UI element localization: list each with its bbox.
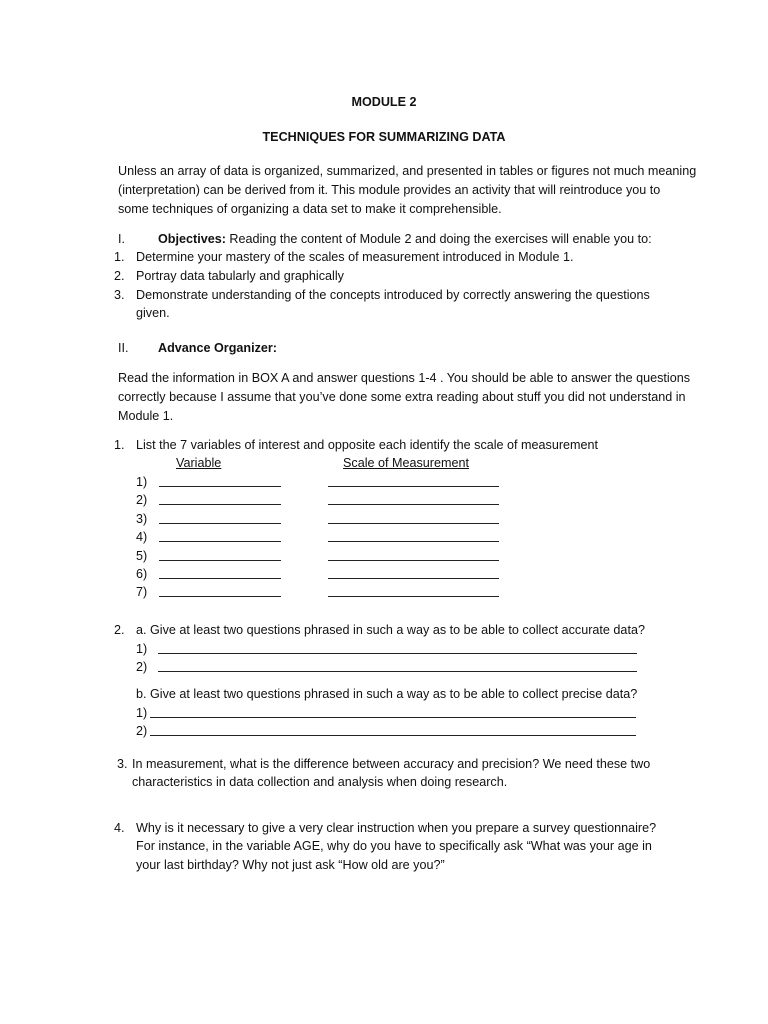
q2b-blank-2-label: 2) (136, 724, 148, 738)
objective-3-number: 3. (114, 288, 125, 302)
objective-3-text: Demonstrate understanding of the concepts introduced by correctly answering the questions (136, 288, 650, 302)
question-4-number: 4. (114, 821, 125, 835)
question-1-text: List the 7 variables of interest and opposite each identify the scale of measurement (136, 438, 599, 452)
question-2b-text: b. Give at least two questions phrased in such a way as to be able to collect precise data? (136, 687, 638, 701)
document-title: TECHNIQUES FOR SUMMARIZING DATA (262, 130, 506, 144)
q2a-answer-1-blank[interactable] (158, 653, 637, 654)
column-header-scale: Scale of Measurement (343, 456, 469, 470)
section-1-text: Reading the content of Module 2 and doing the exercises will enable you to: (225, 232, 652, 246)
scale-answer-blank[interactable] (328, 541, 499, 542)
variable-answer-blank[interactable] (159, 578, 281, 579)
question-1-number: 1. (114, 438, 125, 452)
question-2a-text: a. Give at least two questions phrased in such a way as to be able to collect accurate data? (136, 623, 645, 637)
variable-answer-blank[interactable] (159, 523, 281, 524)
variable-answer-blank[interactable] (159, 486, 281, 487)
intro-line-2: (interpretation) can be derived from it. This module provides an activity that will reintroduce you to (118, 183, 661, 197)
q2b-answer-2-blank[interactable] (150, 735, 636, 736)
variable-row-label: 5) (136, 549, 148, 563)
q2a-blank-1-label: 1) (136, 642, 148, 656)
objective-3-text-cont: given. (136, 306, 170, 320)
objective-2-number: 2. (114, 269, 125, 283)
box-a-line-3: Module 1. (118, 409, 174, 423)
variable-row-label: 3) (136, 512, 148, 526)
question-4-line-2: For instance, in the variable AGE, why do you have to specifically ask “What was your age in (136, 839, 652, 853)
question-3-number: 3. (117, 757, 128, 771)
question-4-line-1: Why is it necessary to give a very clear instruction when you prepare a survey questionnaire? (136, 821, 657, 835)
variable-row-label: 2) (136, 493, 148, 507)
scale-answer-blank[interactable] (328, 560, 499, 561)
variable-answer-blank[interactable] (159, 504, 281, 505)
variable-row-label: 4) (136, 530, 148, 544)
section-1-label: Objectives: (158, 232, 226, 246)
variable-row-label: 7) (136, 585, 148, 599)
objective-1-number: 1. (114, 250, 125, 264)
section-1-heading (158, 230, 652, 249)
scale-answer-blank[interactable] (328, 523, 499, 524)
intro-line-1: Unless an array of data is organized, summarized, and presented in tables or figures not much meaning (118, 164, 697, 178)
section-2-heading: Advance Organizer: (158, 341, 277, 355)
objective-2-text: Portray data tabularly and graphically (136, 269, 344, 283)
question-3-line-1: In measurement, what is the difference between accuracy and precision? We need these two (132, 757, 651, 771)
variable-answer-blank[interactable] (159, 560, 281, 561)
column-header-variable: Variable (176, 456, 222, 470)
q2a-answer-2-blank[interactable] (158, 671, 637, 672)
scale-answer-blank[interactable] (328, 504, 499, 505)
box-a-line-1: Read the information in BOX A and answer questions 1-4 . You should be able to answer the questions (118, 371, 690, 385)
section-2-numeral: II. (118, 341, 129, 355)
question-4-line-3: your last birthday? Why not just ask “How old are you?” (136, 858, 445, 872)
objective-1-text: Determine your mastery of the scales of measurement introduced in Module 1. (136, 250, 574, 264)
variable-row-label: 1) (136, 475, 148, 489)
question-3-line-2: characteristics in data collection and analysis when doing research. (132, 775, 508, 789)
box-a-line-2: correctly because I assume that you’ve done some extra reading about stuff you did not understand in (118, 390, 686, 404)
variable-answer-blank[interactable] (159, 596, 281, 597)
section-1-numeral: I. (118, 232, 125, 246)
intro-line-3: some techniques of organizing a data set to make it comprehensible. (118, 202, 502, 216)
q2b-blank-1-label: 1) (136, 706, 148, 720)
q2b-answer-1-blank[interactable] (150, 717, 636, 718)
question-2-number: 2. (114, 623, 125, 637)
q2a-blank-2-label: 2) (136, 660, 148, 674)
variable-row-label: 6) (136, 567, 148, 581)
scale-answer-blank[interactable] (328, 596, 499, 597)
scale-answer-blank[interactable] (328, 486, 499, 487)
scale-answer-blank[interactable] (328, 578, 499, 579)
variable-answer-blank[interactable] (159, 541, 281, 542)
module-title: MODULE 2 (351, 95, 417, 109)
